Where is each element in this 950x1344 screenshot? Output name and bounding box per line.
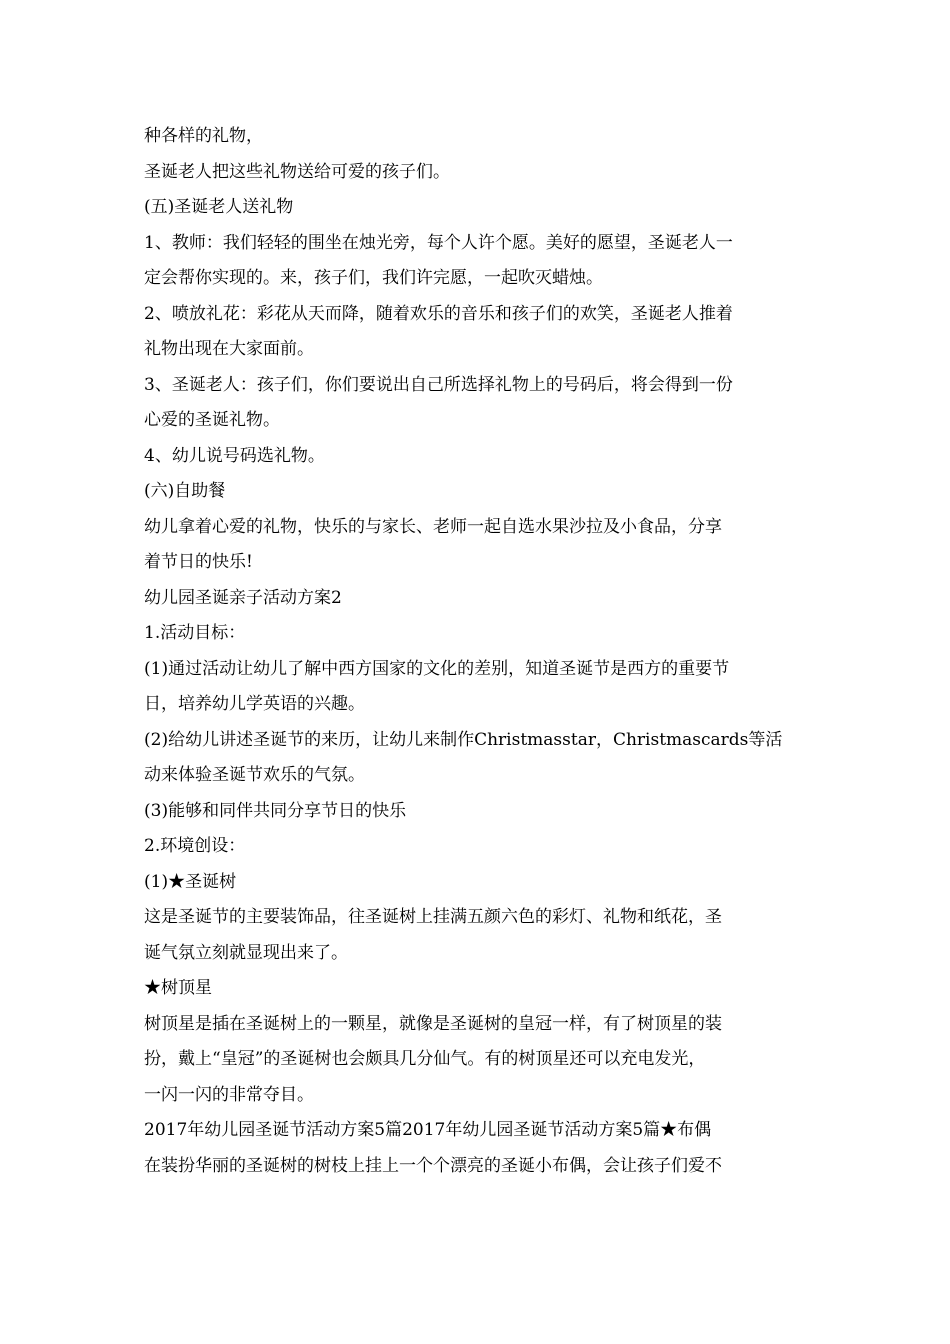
text-line: ★树顶星 bbox=[144, 978, 212, 998]
text-line: (1)通过活动让幼儿了解中西方国家的文化的差别，知道圣诞节是西方的重要节 bbox=[144, 658, 730, 679]
text-line: 4、幼儿说号码选礼物。 bbox=[144, 445, 325, 466]
text-line: 心爱的圣诞礼物。 bbox=[144, 410, 280, 430]
text-line: 动来体验圣诞节欢乐的气氛。 bbox=[144, 765, 365, 785]
text-line: 2、喷放礼花：彩花从天而降，随着欢乐的音乐和孩子们的欢笑，圣诞老人推着 bbox=[144, 303, 733, 324]
section-heading: 1.活动目标： bbox=[144, 623, 246, 643]
text-line: (3)能够和同伴共同分享节日的快乐 bbox=[144, 800, 407, 821]
text-line: 种各样的礼物， bbox=[144, 126, 263, 146]
section-heading: (五)圣诞老人送礼物 bbox=[144, 197, 294, 217]
text-line: 在装扮华丽的圣诞树的树枝上挂上一个个漂亮的圣诞小布偶，会让孩子们爱不 bbox=[144, 1155, 722, 1176]
text-line: 1、教师：我们轻轻的围坐在烛光旁，每个人许个愿。美好的愿望，圣诞老人一 bbox=[144, 232, 733, 253]
text-line: 一闪一闪的非常夺目。 bbox=[144, 1084, 314, 1105]
document-body bbox=[144, 119, 808, 1184]
text-line: 诞气氛立刻就显现出来了。 bbox=[144, 942, 348, 963]
text-line: 2017年幼儿园圣诞节活动方案5篇2017年幼儿园圣诞节活动方案5篇★布偶 bbox=[144, 1120, 712, 1140]
section-heading: 2.环境创设： bbox=[144, 836, 246, 856]
text-line: 幼儿拿着心爱的礼物，快乐的与家长、老师一起自选水果沙拉及小食品，分享 bbox=[144, 516, 722, 537]
text-line: 圣诞老人把这些礼物送给可爱的孩子们。 bbox=[144, 161, 450, 182]
text-line: 日，培养幼儿学英语的兴趣。 bbox=[144, 694, 365, 714]
text-line: 树顶星是插在圣诞树上的一颗星，就像是圣诞树的皇冠一样，有了树顶星的装 bbox=[144, 1013, 722, 1034]
text-line: (1)★圣诞树 bbox=[144, 871, 237, 892]
text-line: 3、圣诞老人：孩子们，你们要说出自己所选择礼物上的号码后，将会得到一份 bbox=[144, 374, 733, 395]
text-line: 这是圣诞节的主要装饰品，往圣诞树上挂满五颜六色的彩灯、礼物和纸花，圣 bbox=[144, 907, 722, 927]
text-line: 扮，戴上“皇冠”的圣诞树也会颇具几分仙气。有的树顶星还可以充电发光， bbox=[144, 1049, 706, 1069]
text-line: 着节日的快乐! bbox=[144, 552, 253, 572]
section-heading: 幼儿园圣诞亲子活动方案2 bbox=[144, 587, 342, 608]
text-line: 礼物出现在大家面前。 bbox=[144, 339, 314, 359]
section-heading: (六)自助餐 bbox=[144, 481, 226, 501]
text-line: 定会帮你实现的。来，孩子们，我们许完愿，一起吹灭蜡烛。 bbox=[144, 268, 603, 288]
text-line: (2)给幼儿讲述圣诞节的来历，让幼儿来制作Christmasstar，Christmascards等活 bbox=[144, 729, 783, 750]
